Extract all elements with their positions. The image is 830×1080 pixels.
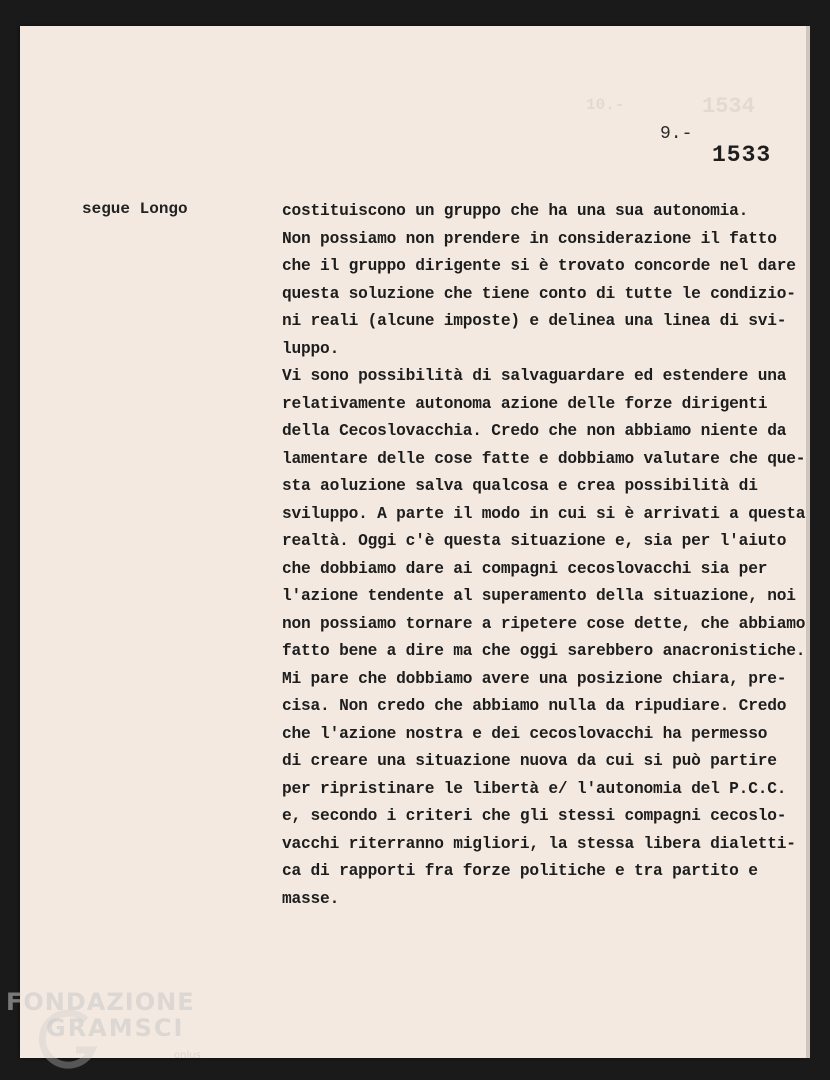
fondazione-gramsci-watermark	[6, 988, 201, 1061]
text-line: realtà. Oggi c'è questa situazione e, sia per l'aiuto	[282, 532, 787, 550]
speaker-label: segue Longo	[82, 200, 188, 218]
text-line: Mi pare che dobbiamo avere una posizione chiara, pre-	[282, 669, 787, 688]
text-line: sviluppo. A parte il modo in cui si è arrivati a questa	[282, 504, 806, 523]
text-line: ni reali (alcune imposte) e delinea una linea di svi-	[282, 312, 787, 330]
archive-number: 1533	[712, 142, 772, 168]
text-line: non possiamo tornare a ripetere cose dette, che abbiamo	[282, 614, 806, 633]
text-line: lamentare delle cose fatte e dobbiamo valutare che que-	[282, 449, 806, 468]
text-line: Vi sono possibilità di salvaguardare ed estendere una	[282, 367, 787, 385]
page-edge	[806, 26, 810, 1058]
text-line: Non possiamo non prendere in considerazione il fatto	[282, 229, 777, 248]
text-line: di creare una situazione nuova da cui si può partire	[282, 752, 777, 770]
text-line: che l'azione nostra e dei cecoslovacchi ha permesso	[282, 724, 768, 743]
text-line: sta aoluzione salva qualcosa e crea possibilità di	[282, 477, 758, 495]
ghost-page-number: 10.-	[586, 96, 625, 114]
text-line: cisa. Non credo che abbiamo nulla da ripudiare. Credo	[282, 697, 787, 715]
typewritten-body	[282, 198, 806, 913]
text-line: ca di rapporti fra forze politiche e tra partito e	[282, 862, 758, 880]
text-line: che dobbiamo dare ai compagni cecoslovacchi sia per	[282, 559, 768, 578]
text-line: per ripristinare le libertà e/ l'autonomia del P.C.C.	[282, 779, 787, 798]
watermark-line-2: GRAMSCI	[46, 1014, 185, 1042]
text-line: masse.	[282, 889, 340, 908]
page-number: 9.-	[660, 124, 693, 144]
text-line: e, secondo i criteri che gli stessi compagni cecoslo-	[282, 807, 787, 825]
watermark-line-1: FONDAZIONE	[6, 988, 195, 1016]
watermark-line-3: onlus	[174, 1050, 201, 1061]
text-line: luppo.	[282, 339, 340, 358]
text-line: questa soluzione che tiene conto di tutte le condizio-	[282, 284, 796, 303]
text-line: della Cecoslovacchia. Credo che non abbiamo niente da	[282, 422, 787, 440]
ghost-archive-number: 1534	[702, 94, 755, 119]
text-line: costituiscono un gruppo che ha una sua autonomia.	[282, 202, 749, 220]
text-line: vacchi riterranno migliori, la stessa libera dialetti-	[282, 834, 796, 853]
text-line: che il gruppo dirigente si è trovato concorde nel dare	[282, 257, 796, 275]
text-line: l'azione tendente al superamento della situazione, noi	[282, 587, 796, 605]
watermark-g-icon	[36, 1006, 106, 1076]
text-line: relativamente autonoma azione delle forze dirigenti	[282, 394, 768, 413]
text-line: fatto bene a dire ma che oggi sarebbero anacronistiche.	[282, 642, 806, 660]
